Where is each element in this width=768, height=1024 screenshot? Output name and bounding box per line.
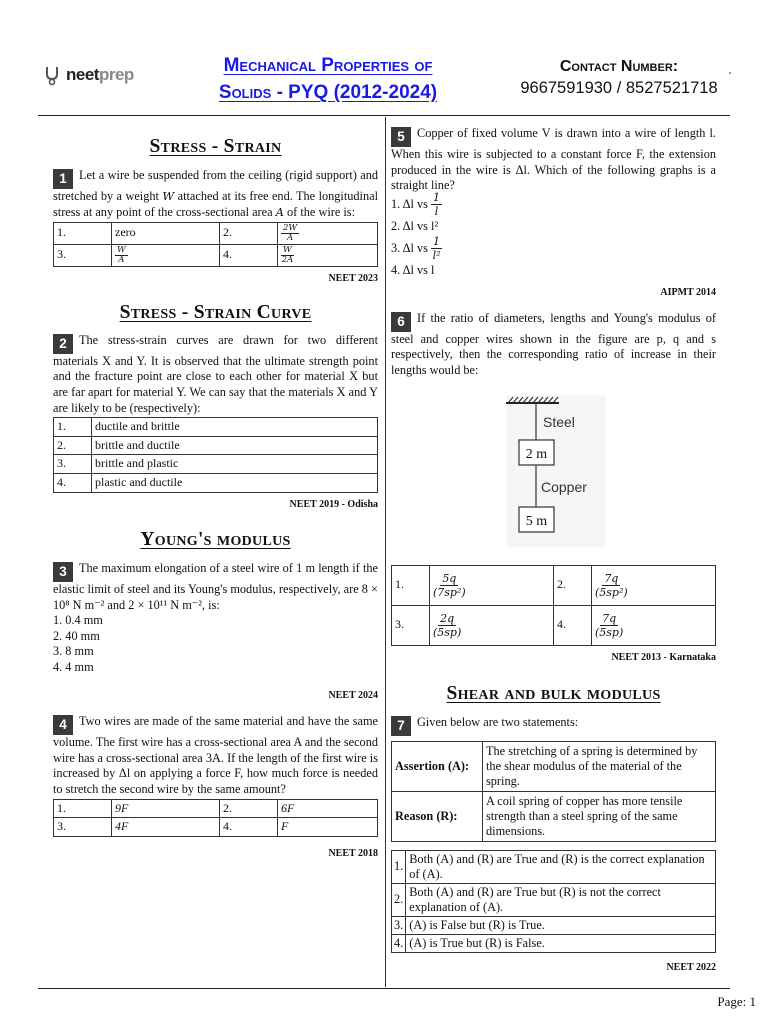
exam-tag: NEET 2018 — [328, 847, 378, 859]
title-line-1: Mechanical Properties of — [223, 55, 433, 76]
header-divider — [38, 115, 730, 116]
decorative-dot — [729, 72, 731, 74]
question-1: 1 Let a wire be suspended from the ceiling (rigid support) and stretched by a weight W attached at its free end. The longitudinal stress at any point of the cross-sectional area A of the wire is: — [53, 168, 378, 219]
question-6: 6 If the ratio of diameters, lengths and Young's modulus of steel and copper wires shown in the figure are p, q and s respectively, then the corresponding ratio of increase in their lengths would be: — [391, 310, 716, 377]
option: 4. Δl vs l — [391, 263, 435, 278]
assertion-reason-table — [391, 741, 716, 842]
option-value: $\frac{2q}{(5sp)}$ — [430, 605, 554, 645]
exam-tag: NEET 2022 — [666, 961, 716, 973]
option: 4. 4 mm — [53, 659, 94, 674]
option: 2. 40 mm — [53, 628, 100, 643]
assertion-text: The stretching of a spring is determined by the shear modulus of the material of the spring. — [483, 741, 716, 791]
section-heading-stress-strain-curve: Stress - Strain Curve — [119, 301, 312, 323]
contact-number: 9667591930 / 8527521718 — [520, 79, 718, 97]
option-value: (A) is False but (R) is True. — [406, 916, 716, 934]
column-divider — [385, 117, 386, 987]
option: 3. 8 mm — [53, 644, 94, 659]
question-6-options — [391, 565, 716, 646]
question-number-badge: 2 — [53, 334, 73, 354]
left-column — [53, 122, 378, 860]
option-number: 1. — [54, 418, 92, 437]
reason-label: Reason (R): — [392, 791, 483, 841]
option-value: F — [278, 818, 378, 837]
option-number: 4. — [554, 605, 592, 645]
exam-tag: NEET 2024 — [328, 690, 378, 702]
option-number: 3. — [54, 818, 112, 837]
option-number: 3. — [54, 244, 112, 266]
option-value: $\frac{7q}{(5sp)}$ — [592, 605, 716, 645]
option-number: 3. — [392, 916, 406, 934]
option-number: 2. — [220, 222, 278, 244]
option-value: Both (A) and (R) are True and (R) is the correct explanation of (A). — [406, 850, 716, 883]
question-2-options — [53, 417, 378, 492]
option-number: 2. — [220, 799, 278, 818]
question-5-options — [391, 191, 716, 282]
option-number: 1. — [392, 565, 430, 605]
right-column — [391, 122, 716, 974]
contact-label: Contact Number: — [559, 58, 679, 75]
mass-label-upper: 2 m — [525, 446, 548, 462]
option-value: $\frac{W}{2A}$ — [278, 244, 378, 266]
contact-block — [508, 57, 730, 99]
neetprep-logo — [42, 64, 134, 86]
question-2: 2 The stress-strain curves are drawn for two different materials X and Y. It is observed that the ultimate strength point and the fracture point are close to each other for material X but are far apart for material Y. We can say that the materials X and Y are likely to be (respectively): — [53, 332, 378, 415]
exam-tag: NEET 2013 - Karnataka — [611, 651, 716, 663]
question-3-options — [53, 613, 378, 675]
option-number: 1. — [392, 850, 406, 883]
question-3: 3 The maximum elongation of a steel wire of 1 m length if the elastic limit of steel and its Young's modulus, respectively, are 8 × 10⁸ N m⁻² and 2 × 10¹¹ N m⁻², is: — [53, 560, 378, 612]
option: 1. Δl vs $\frac{1}{l}$ — [391, 191, 441, 219]
assertion-label: Assertion (A): — [392, 741, 483, 791]
option-number: 4. — [220, 244, 278, 266]
option-value: Both (A) and (R) are True but (R) is not the correct explanation of (A). — [406, 883, 716, 916]
question-number-badge: 1 — [53, 169, 73, 189]
option-number: 2. — [554, 565, 592, 605]
option-value: 4F — [112, 818, 220, 837]
option-number: 1. — [54, 799, 112, 818]
question-number-badge: 7 — [391, 716, 411, 736]
section-heading-youngs-modulus: Young's modulus — [140, 528, 291, 550]
question-7: 7 Given below are two statements: — [391, 715, 716, 736]
stethoscope-icon — [42, 64, 64, 86]
option-number: 4. — [54, 474, 92, 493]
option-value: plastic and ductile — [92, 474, 378, 493]
option-value: $\frac{5q}{\text{(7sp²)}}$ — [430, 565, 554, 605]
question-number-badge: 5 — [391, 127, 411, 147]
page-title — [160, 52, 496, 106]
option-number: 2. — [54, 436, 92, 455]
footer-divider — [38, 988, 730, 989]
option: 3. Δl vs $\frac{1}{\text{l²}}$ — [391, 235, 441, 263]
option-number: 2. — [392, 883, 406, 916]
question-1-options — [53, 222, 378, 267]
question-number-badge: 4 — [53, 715, 73, 735]
option-value: $\frac{2W}{A}$ — [278, 222, 378, 244]
option-number: 4. — [220, 818, 278, 837]
title-line-2: Solids - PYQ (2012-2024) — [218, 82, 438, 103]
exam-tag: NEET 2023 — [328, 272, 378, 284]
option-number: 4. — [392, 934, 406, 952]
reason-text: A coil spring of copper has more tensile strength than a steel spring of the same dimensions. — [483, 791, 716, 841]
question-number-badge: 6 — [391, 312, 411, 332]
section-heading-shear-bulk: Shear and bulk modulus — [446, 682, 661, 704]
option-value: 6F — [278, 799, 378, 818]
question-4-options — [53, 799, 378, 837]
exam-tag: NEET 2019 - Odisha — [289, 498, 378, 510]
option-value: brittle and plastic — [92, 455, 378, 474]
logo-prep: prep — [98, 65, 134, 84]
option-value: $\frac{7q}{\text{(5sp²)}}$ — [592, 565, 716, 605]
section-heading-stress-strain: Stress - Strain — [149, 136, 282, 157]
copper-label: Copper — [541, 478, 587, 495]
mass-label-lower: 5 m — [525, 513, 548, 529]
option: 2. Δl vs l² — [391, 219, 439, 234]
option-number: 3. — [392, 605, 430, 645]
logo-neet: neet — [66, 65, 99, 84]
question-7-options — [391, 850, 716, 953]
option-number: 3. — [54, 455, 92, 474]
option-value: zero — [112, 222, 220, 244]
question-5: 5 Copper of fixed volume V is drawn into a wire of length l. When this wire is subjected to a constant force F, the extension produced in the wire is Δl. Which of the following graphs is a straight line? — [391, 126, 716, 193]
question-4: 4 Two wires are made of the same material and have the same volume. The first wire has a cross-sectional area A and the second wire has a cross-sectional area 3A. If the length of the first wire is increased by Δl on applying a force F, how much force is needed to stretch the second wire by the same amount? — [53, 714, 378, 796]
option-value: (A) is True but (R) is False. — [406, 934, 716, 952]
option-number: 1. — [54, 222, 112, 244]
page-number: Page: 1 — [717, 994, 756, 1009]
question-number-badge: 3 — [53, 562, 73, 582]
option: 1. 0.4 mm — [53, 613, 103, 628]
wire-mass-figure — [391, 385, 716, 555]
steel-label: Steel — [543, 413, 575, 430]
option-value: 9F — [112, 799, 220, 818]
option-value: brittle and ductile — [92, 436, 378, 455]
option-value: ductile and brittle — [92, 418, 378, 437]
exam-tag: AIPMT 2014 — [660, 286, 716, 298]
option-value: $\frac{W}{A}$ — [112, 244, 220, 266]
